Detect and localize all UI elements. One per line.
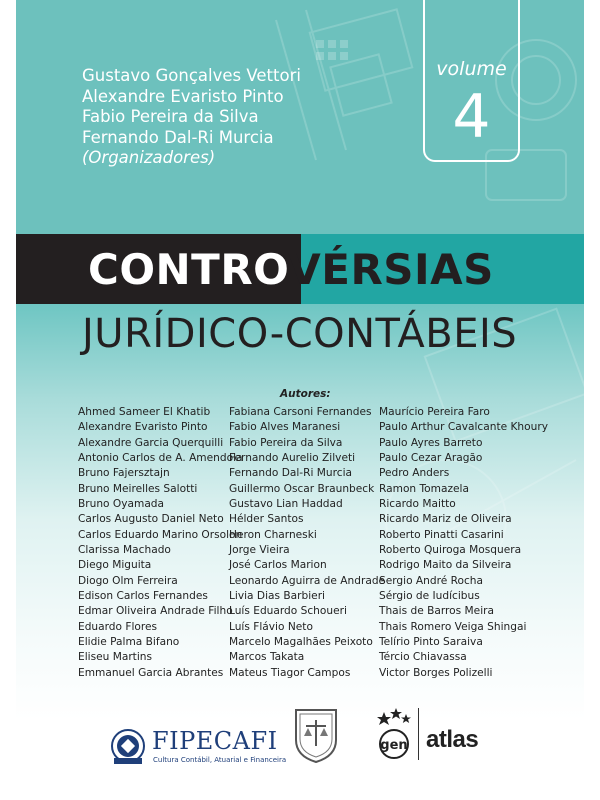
publisher-logos — [16, 700, 584, 770]
fipecafi-emblem-icon — [110, 728, 146, 766]
organizer-name: Fabio Pereira da Silva — [82, 107, 259, 126]
author-name: Bruno Meirelles Salotti — [78, 482, 198, 495]
author-name: Edison Carlos Fernandes — [78, 589, 208, 602]
author-name: Hélder Santos — [229, 513, 304, 526]
author-name: Antonio Carlos de A. Amendola — [78, 451, 243, 464]
author-name: Emmanuel Garcia Abrantes — [78, 666, 224, 679]
author-name: Fabio Pereira da Silva — [229, 436, 343, 449]
organizers-block — [82, 66, 301, 169]
author-name: Victor Borges Polizelli — [379, 666, 493, 679]
author-name: Eliseu Martins — [78, 651, 153, 664]
author-name: Paulo Arthur Cavalcante Khoury — [379, 421, 548, 434]
author-name: Edmar Oliveira Andrade Filho — [78, 605, 233, 618]
author-name: Fabio Alves Maranesi — [229, 421, 341, 434]
author-name: Fernando Dal-Ri Murcia — [229, 467, 353, 480]
author-name: Paulo Ayres Barreto — [379, 436, 483, 449]
author-name: Gustavo Lian Haddad — [229, 497, 343, 510]
author-name: Telírio Pinto Saraiva — [379, 635, 483, 648]
authors-column-3 — [379, 405, 548, 681]
author-name: Elidie Palma Bifano — [78, 635, 180, 648]
gen-logo-icon — [374, 706, 414, 764]
author-name: Luís Flávio Neto — [229, 620, 313, 633]
author-name: Ricardo Maitto — [379, 497, 456, 510]
volume-box — [423, 0, 520, 162]
atlas-logo-text: atlas — [426, 726, 479, 753]
author-name: Tércio Chiavassa — [379, 651, 467, 664]
organizers-role: (Organizadores) — [82, 148, 216, 167]
author-name: Clarissa Machado — [78, 543, 171, 556]
organizer-name: Gustavo Gonçalves Vettori — [82, 66, 301, 85]
author-name: Marcelo Magalhães Peixoto — [229, 635, 373, 648]
organizer-name: Alexandre Evaristo Pinto — [82, 86, 284, 106]
title-part-2: VÉRSIAS — [288, 245, 494, 294]
author-name: Maurício Pereira Faro — [379, 406, 490, 418]
logo-divider — [418, 708, 419, 760]
author-name: Diego Miguita — [78, 559, 152, 572]
author-name: Ramon Tomazela — [379, 482, 469, 495]
volume-number: 4 — [452, 82, 491, 152]
author-name: Heron Charneski — [229, 528, 317, 541]
author-name: Bruno Oyamada — [78, 497, 165, 510]
authors-column-1 — [78, 405, 243, 681]
author-name: Sérgio de Iudícibus — [379, 589, 480, 602]
gen-logo-text: gen — [380, 738, 408, 753]
author-name: Marcos Takata — [229, 651, 305, 664]
author-name: Roberto Pinatti Casarini — [379, 528, 504, 541]
author-name: Alexandre Garcia Querquilli — [78, 436, 224, 449]
author-name: Mateus Tiagor Campos — [229, 666, 351, 679]
author-name: Diogo Olm Ferreira — [78, 574, 178, 587]
fipecafi-logo-text: FIPECAFI — [152, 727, 278, 755]
author-name: Livia Dias Barbieri — [229, 589, 325, 602]
author-name: Carlos Eduardo Marino Orsolon — [78, 528, 243, 541]
author-name: Rodrigo Maito da Silveira — [379, 559, 512, 572]
author-name: Eduardo Flores — [78, 620, 158, 633]
author-name: Ricardo Mariz de Oliveira — [379, 513, 512, 526]
author-name: Carlos Augusto Daniel Neto — [78, 513, 224, 526]
author-name: Paulo Cezar Aragão — [379, 451, 483, 464]
author-name: Leonardo Aguirra de Andrade — [229, 574, 386, 587]
author-name: Guillermo Oscar Braunbeck — [229, 482, 375, 495]
author-name: Pedro Anders — [379, 467, 450, 480]
author-name: Thais de Barros Meira — [379, 605, 494, 618]
institution-seal-icon — [292, 706, 340, 764]
authors-heading: Autores: — [280, 388, 331, 400]
author-name: José Carlos Marion — [229, 559, 327, 572]
author-name: Sergio André Rocha — [379, 574, 484, 587]
author-name: Fabiana Carsoni Fernandes — [229, 406, 372, 418]
fipecafi-tagline: Cultura Contábil, Atuarial e Financeira — [153, 756, 287, 764]
authors-column-2 — [229, 405, 385, 681]
author-name: Bruno Fajersztajn — [78, 467, 170, 480]
volume-label: volume — [436, 58, 507, 80]
author-name: Alexandre Evaristo Pinto — [78, 421, 208, 434]
author-name: Ahmed Sameer El Khatib — [78, 406, 211, 418]
book-cover — [16, 0, 584, 786]
author-name: Luís Eduardo Schoueri — [229, 605, 347, 618]
author-name: Fernando Aurelio Zilveti — [229, 451, 356, 464]
organizer-name: Fernando Dal-Ri Murcia — [82, 127, 274, 147]
author-name: Roberto Quiroga Mosquera — [379, 543, 522, 556]
title-line-2: JURÍDICO-CONTÁBEIS — [82, 311, 518, 357]
author-name: Jorge Vieira — [229, 543, 290, 556]
author-name: Thais Romero Veiga Shingai — [379, 620, 527, 633]
title-part-1: CONTRO — [88, 245, 289, 294]
title-line-1 — [88, 244, 494, 296]
